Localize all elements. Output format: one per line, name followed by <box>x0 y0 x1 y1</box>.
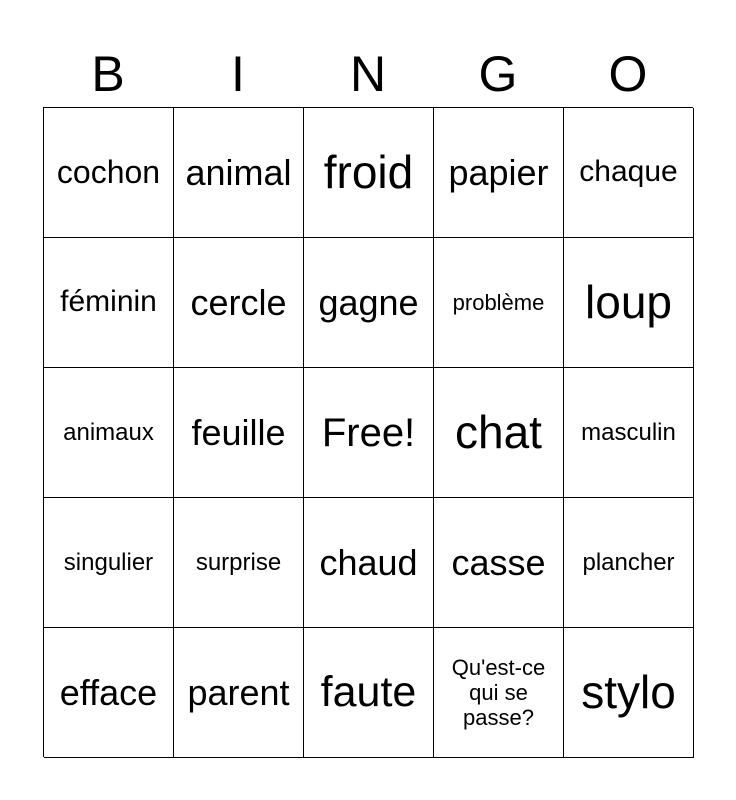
cell-word: parent <box>187 671 290 713</box>
cell-word: efface <box>59 671 158 713</box>
bingo-cell[interactable] <box>564 628 694 758</box>
cell-word: chaud <box>319 541 418 583</box>
bingo-board <box>43 107 693 757</box>
bingo-cell[interactable] <box>564 368 694 498</box>
cell-word: féminin <box>60 285 157 319</box>
header-letter-n: N <box>349 46 387 102</box>
cell-word: papier <box>448 151 549 193</box>
bingo-cell[interactable] <box>434 628 564 758</box>
cell-word: cochon <box>56 154 161 191</box>
bingo-cell[interactable] <box>174 628 304 758</box>
bingo-cell[interactable] <box>44 498 174 628</box>
header-letter-o: O <box>608 46 648 102</box>
bingo-cell[interactable] <box>174 108 304 238</box>
cell-word: animal <box>185 151 292 193</box>
bingo-cell[interactable] <box>44 108 174 238</box>
cell-word: problème <box>452 289 545 315</box>
cell-word: stylo <box>581 666 676 719</box>
cell-word: faute <box>320 667 417 716</box>
free-space-label: Free! <box>321 410 416 455</box>
bingo-cell[interactable] <box>564 498 694 628</box>
bingo-cell[interactable] <box>304 498 434 628</box>
bingo-cell[interactable] <box>304 628 434 758</box>
bingo-cell[interactable] <box>44 628 174 758</box>
cell-word: loup <box>585 276 672 329</box>
cell-word: casse <box>451 541 546 583</box>
bingo-cell[interactable] <box>44 238 174 368</box>
bingo-cell[interactable] <box>304 108 434 238</box>
cell-word: plancher <box>582 548 675 576</box>
bingo-cell[interactable] <box>564 238 694 368</box>
bingo-cell[interactable] <box>564 108 694 238</box>
cell-word: gagne <box>318 281 419 323</box>
cell-word: chat <box>455 406 542 459</box>
cell-word: cercle <box>190 281 287 323</box>
cell-word: animaux <box>63 418 154 446</box>
header-letter-i: I <box>231 46 245 102</box>
bingo-cell[interactable] <box>44 368 174 498</box>
bingo-cell[interactable] <box>174 498 304 628</box>
cell-word: feuille <box>191 411 286 453</box>
bingo-cell[interactable] <box>434 498 564 628</box>
cell-word: froid <box>323 146 414 199</box>
cell-word: surprise <box>195 548 282 576</box>
bingo-cell[interactable] <box>304 238 434 368</box>
cell-word: chaque <box>579 155 678 189</box>
bingo-cell-free[interactable] <box>304 368 434 498</box>
bingo-header <box>43 42 693 106</box>
header-letter-b: B <box>91 46 125 102</box>
cell-word: Qu'est-ce qui se passe? <box>451 654 546 731</box>
bingo-cell[interactable] <box>174 368 304 498</box>
cell-word: singulier <box>63 548 154 576</box>
header-letter-g: G <box>478 46 518 102</box>
bingo-cell[interactable] <box>434 368 564 498</box>
bingo-cell[interactable] <box>434 108 564 238</box>
bingo-cell[interactable] <box>434 238 564 368</box>
cell-word: masculin <box>581 418 676 446</box>
bingo-cell[interactable] <box>174 238 304 368</box>
